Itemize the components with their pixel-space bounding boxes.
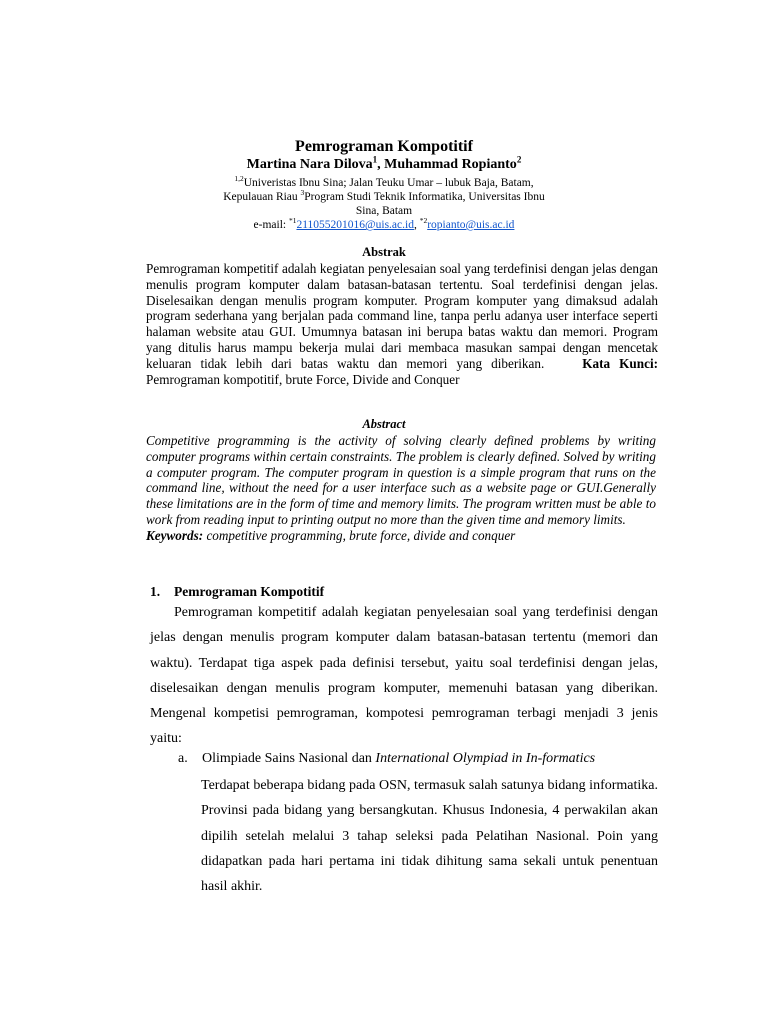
kata-kunci-label: Kata Kunci: [582, 355, 658, 371]
paper-title: Pemrograman Kompotitif [295, 138, 473, 155]
section-1-heading [150, 584, 324, 600]
email-sup-1: *1 [289, 216, 297, 226]
list-item-a-title [178, 751, 595, 767]
list-item-a-title-a: Olimpiade Sains Nasional dan [202, 751, 376, 766]
affiliation-line-3: Sina, Batam [355, 205, 413, 217]
abstract-text: Competitive programming is the activity of solving clearly defined problems by writing computer programs within certain constraints. The problem is clearly defined. Solved by writing a computer program. The computer program in question is a simple program that runs on the command line, without the need for a user interface such as a website page or GUI.Generally these limitations are in the form of time and memory limits. The program written must be able to work from reading input to printing output no more than the given time and memory limits. [146, 433, 656, 527]
affiliation [200, 176, 568, 218]
list-item-a-title-b: International Olympiad in In-formatics [375, 751, 596, 766]
abstract-heading: Abstract [362, 417, 406, 431]
abstract-body [146, 433, 656, 544]
keywords-label: Keywords: [146, 527, 204, 543]
abstrak-heading: Abstrak [362, 245, 406, 259]
affiliation-line-2a: Kepulauan Riau [223, 191, 301, 203]
author-2: Muhammad Ropianto [384, 157, 517, 172]
email-sup-2: *2 [419, 216, 428, 226]
section-1-number: 1. [150, 584, 161, 599]
email-link-1[interactable]: 211055201016@uis.ac.id [296, 219, 414, 231]
author-1-sup: 1 [372, 154, 378, 165]
email-link-2[interactable]: ropianto@uis.ac.id [427, 219, 515, 231]
email-line [0, 216, 768, 231]
email-separator: , [413, 219, 420, 231]
author-1: Martina Nara Dilova [246, 157, 373, 172]
abstrak-body [146, 261, 658, 387]
affiliation-sup-a: 1,2 [234, 174, 244, 184]
list-item-a-text: Terdapat beberapa bidang pada OSN, termasuk salah satunya bidang informatika. Provinsi pada bidang yang bersangkutan. Khusus Indonesia, 4 perwakilan akan dipilih setelah melalui 3 tahap seleksi pada Pelatihan Nasional. Poin yang didapatkan pada hari pertama ini tidak dihitung sama sekali untuk penentuan hasil akhir. [201, 778, 658, 895]
kata-kunci-text: Pemrograman kompotitif, brute Force, Divide and Conquer [146, 371, 460, 387]
section-1-paragraph: Pemrograman kompetitif adalah kegiatan penyelesaian soal yang terdefinisi dengan jelas dengan menulis program komputer dalam batasan-batasan tertentu (memori dan waktu). Terdapat tiga aspek pada definisi tersebut, yaitu soal terdefinisi dengan jelas, diselesaikan dengan menulis program komputer, memenuhi batasan yang diberikan. Mengenal kompetisi pemrograman, kompotesi pemrograman terbagi menjadi 3 jenis yaitu: [150, 605, 658, 747]
section-1-title: Pemrograman Kompotitif [174, 584, 325, 599]
affiliation-line-2b: Program Studi Teknik Informatika, Universitas Ibnu [304, 191, 545, 203]
abstrak-text: Pemrograman kompetitif adalah kegiatan penyelesaian soal yang terdefinisi dengan jelas dengan menulis program komputer dalam batasan-batasan tertentu. Soal terdefinisi dengan jelas. Diselesaikan dengan menulis program komputer. Program komputer yang dimaksud adalah program sederhana yang berjalan pada command line, tanpa perlu adanya user interface seperti halaman website atau GUI. Umumnya batasan ini berupa batas waktu dan memori. Program yang ditulis harus mampu bekerja mulai dari membaca masukan sampai dengan mencetak keluaran tidak lebih dari batas waktu dan memori yang diberikan. [146, 261, 658, 371]
affiliation-line-1: Univeristas Ibnu Sina; Jalan Teuku Umar – lubuk Baja, Batam, [243, 177, 534, 189]
list-item-a-label: a. [178, 751, 188, 766]
author-line [0, 154, 768, 173]
affiliation-sup-b: 3 [300, 188, 305, 198]
author-2-sup: 2 [516, 154, 522, 165]
keywords-text: competitive programming, brute force, divide and conquer [203, 527, 516, 543]
author-separator: , [377, 157, 385, 172]
email-label: e-mail: [253, 219, 289, 231]
